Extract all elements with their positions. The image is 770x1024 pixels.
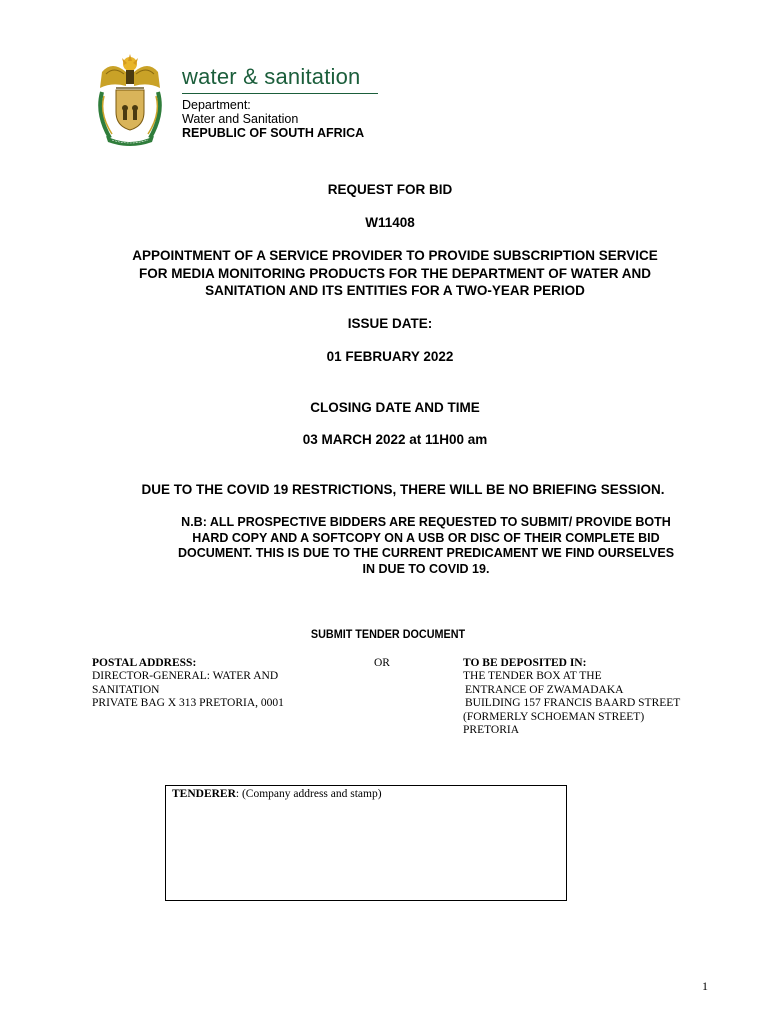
deposit-line-5: PRETORIA [463, 724, 520, 737]
postal-label: POSTAL ADDRESS: [92, 657, 197, 669]
submit-heading: SUBMIT TENDER DOCUMENT [310, 627, 466, 641]
deposit-address [463, 657, 680, 737]
dept-line-2: Water and Sanitation [182, 112, 299, 126]
postal-line-1: DIRECTOR-GENERAL: WATER AND [92, 670, 279, 683]
deposit-label: TO BE DEPOSITED IN: [463, 657, 587, 669]
bid-number: W11408 [365, 215, 415, 230]
tenderer-note: : (Company address and stamp) [235, 788, 382, 800]
tenderer-label: TENDERER [172, 788, 236, 800]
deposit-line-1: THE TENDER BOX AT THE [463, 670, 602, 683]
issue-date: 01 FEBRUARY 2022 [326, 349, 454, 364]
tenderer-stamp-box [165, 785, 567, 901]
or-text: OR [374, 657, 390, 669]
description-line-1: APPOINTMENT OF A SERVICE PROVIDER TO PROVIDE SUBSCRIPTION SERVICE [132, 248, 658, 263]
postal-address [92, 657, 284, 711]
description-line-2: FOR MEDIA MONITORING PRODUCTS FOR THE DEPARTMENT OF WATER AND [139, 266, 651, 281]
nb-line-2: HARD COPY AND A SOFTCOPY ON A USB OR DISC OF THEIR COMPLETE BID [192, 531, 660, 545]
coat-of-arms-logo [92, 52, 168, 148]
logo-title: water & sanitation [182, 64, 361, 89]
request-title: REQUEST FOR BID [327, 182, 453, 197]
closing-date: 03 MARCH 2022 at 11H00 am [302, 432, 488, 447]
deposit-line-2: ENTRANCE OF ZWAMADAKA [465, 683, 624, 696]
nb-line-1: N.B: ALL PROSPECTIVE BIDDERS ARE REQUESTED TO SUBMIT/ PROVIDE BOTH [181, 515, 671, 529]
tenderer-caption [172, 788, 382, 800]
dept-line-1: Department: [182, 98, 251, 112]
deposit-line-4: (FORMERLY SCHOEMAN STREET) [463, 710, 645, 723]
logo-divider [182, 93, 378, 94]
postal-line-3: PRIVATE BAG X 313 PRETORIA, 0001 [92, 697, 284, 710]
postal-line-2: SANITATION [92, 683, 160, 696]
description-line-3: SANITATION AND ITS ENTITIES FOR A TWO-YEAR PERIOD [205, 283, 585, 298]
deposit-line-3: BUILDING 157 FRANCIS BAARD STREET [465, 697, 681, 710]
issue-date-label: ISSUE DATE: [347, 316, 433, 331]
covid-notice: DUE TO THE COVID 19 RESTRICTIONS, THERE WILL BE NO BRIEFING SESSION. [141, 482, 665, 497]
dept-line-3: REPUBLIC OF SOUTH AFRICA [182, 126, 365, 140]
page-number: 1 [702, 979, 708, 993]
nb-line-4: IN DUE TO COVID 19. [362, 562, 490, 576]
nb-line-3: DOCUMENT. THIS IS DUE TO THE CURRENT PREDICAMENT WE FIND OURSELVES [177, 546, 675, 560]
closing-date-label: CLOSING DATE AND TIME [310, 400, 480, 415]
